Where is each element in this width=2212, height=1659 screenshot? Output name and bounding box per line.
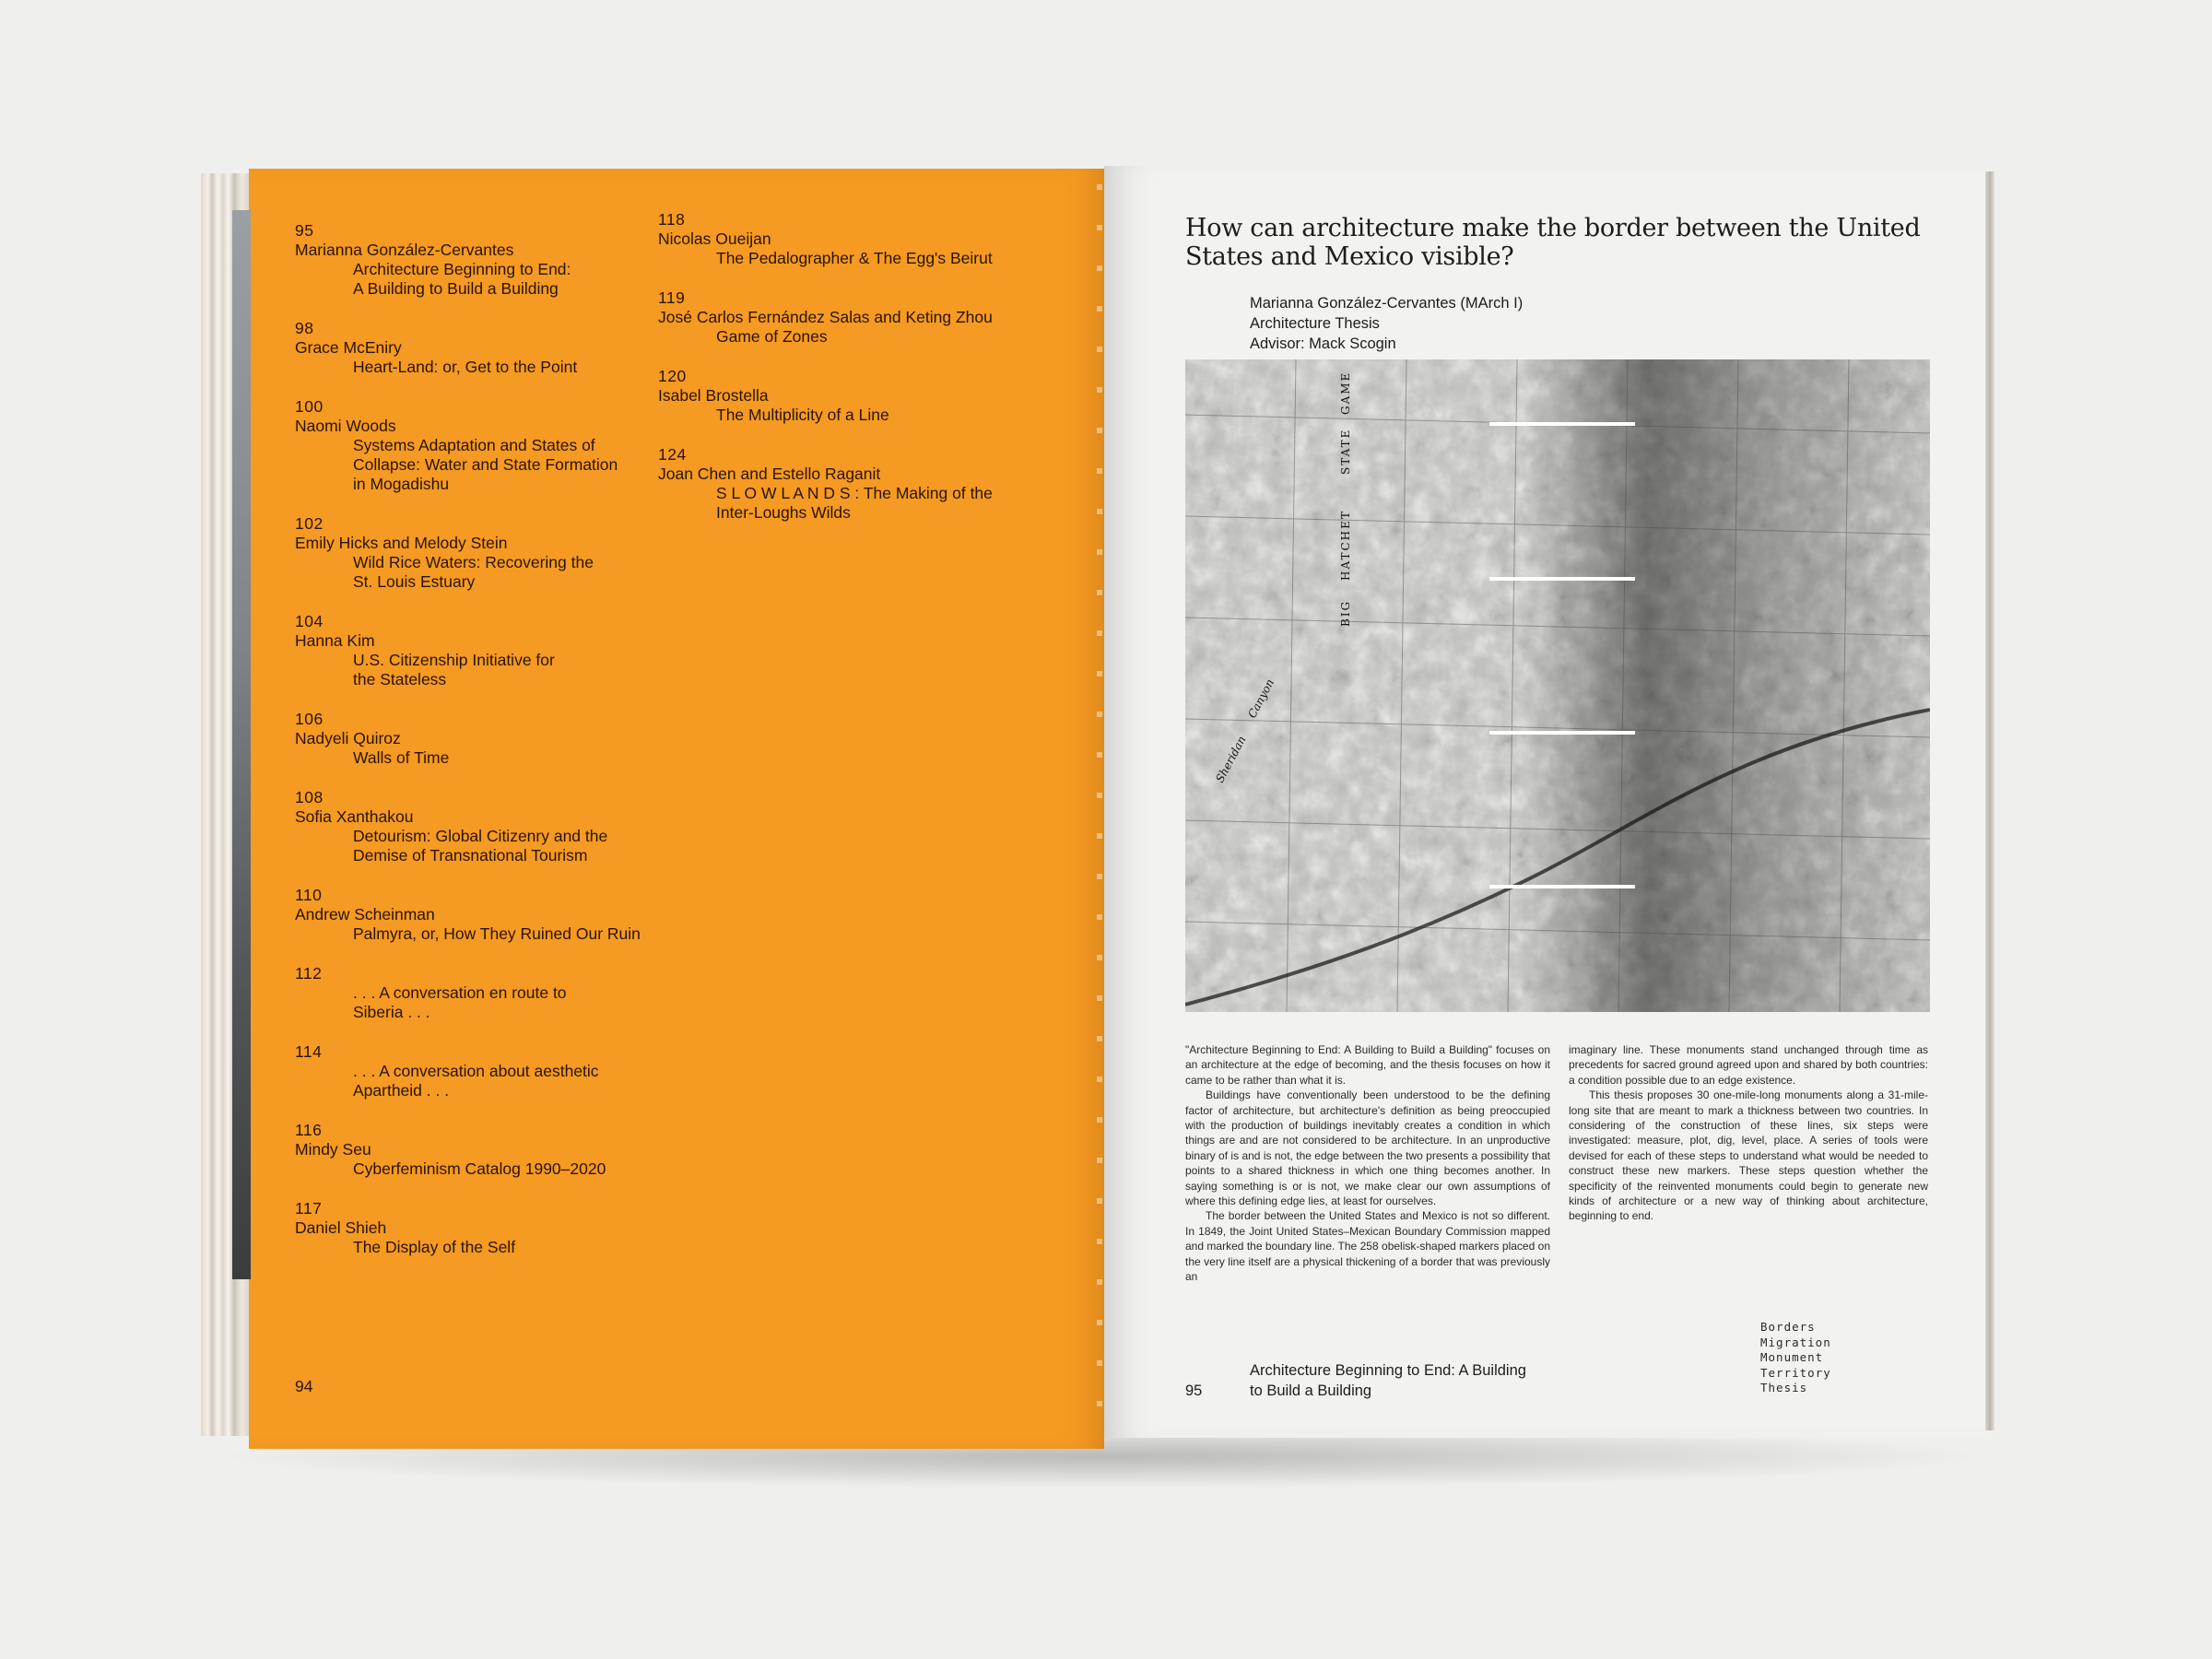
toc-author: Nadyeli Quiroz <box>295 729 401 747</box>
map-graphic <box>1185 359 1930 1012</box>
toc-page-number: 98 <box>295 319 314 337</box>
body-paragraph: imaginary line. These monuments stand unchanged through time as precedents for sacred ground agreed upon and shared by both countries: a condition possible due to an edge existence. <box>1569 1043 1928 1087</box>
body-paragraph: "Architecture Beginning to End: A Building to Build a Building" focuses on an architecture at the edge of becoming, and the thesis focuses on how it came to be rather than what it is. <box>1185 1043 1550 1087</box>
spine-binding <box>1097 184 1102 1410</box>
toc-title: Systems Adaptation and States of Collapse: Water and State Formation in Mogadishu <box>353 436 618 493</box>
toc-page-number: 100 <box>295 397 324 416</box>
toc-page-number: 95 <box>295 221 314 240</box>
map-label-state: STATE <box>1339 428 1352 475</box>
toc-author: Grace McEniry <box>295 338 402 357</box>
article-title: How can architecture make the border between the United States and Mexico visible? <box>1185 214 1921 271</box>
border-map-image <box>1185 359 1930 1012</box>
meta-advisor: Advisor: Mack Scogin <box>1250 335 1396 352</box>
toc-title: Architecture Beginning to End: A Building to Build a Building <box>353 260 571 298</box>
keyword-tags <box>1760 1320 1831 1396</box>
toc-page-number: 119 <box>658 288 686 307</box>
article-meta <box>1250 293 1523 354</box>
toc-entry <box>295 788 664 865</box>
toc-author: Sofia Xanthakou <box>295 807 414 826</box>
toc-entry <box>295 319 664 377</box>
toc-page-number: 110 <box>295 886 323 904</box>
toc-title: . . . A conversation en route to Siberia . . . <box>353 983 567 1021</box>
toc-entry <box>658 367 1064 425</box>
map-label-canyon: Canyon <box>1245 677 1277 721</box>
meta-program: Architecture Thesis <box>1250 315 1380 332</box>
toc-title: Palmyra, or, How They Ruined Our Ruin <box>353 924 641 943</box>
toc-page-number: 112 <box>295 964 323 982</box>
toc-title: The Pedalographer & The Egg's Beirut <box>716 249 993 267</box>
toc-title: Wild Rice Waters: Recovering the St. Louis Estuary <box>353 553 594 591</box>
toc-author: Isabel Brostella <box>658 386 769 405</box>
toc-author: Mindy Seu <box>295 1140 371 1159</box>
toc-author: Joan Chen and Estello Raganit <box>658 465 881 483</box>
toc-page-number: 114 <box>295 1042 323 1061</box>
map-label-game: GAME <box>1339 371 1352 415</box>
toc-author: Nicolas Oueijan <box>658 229 771 248</box>
body-column-2 <box>1569 1042 1928 1224</box>
page-number-right: 95 <box>1185 1382 1203 1399</box>
toc-page-number: 108 <box>295 788 324 806</box>
toc-page-number: 118 <box>658 210 686 229</box>
toc-page-number: 124 <box>658 445 687 464</box>
toc-title: Detourism: Global Citizenry and the Demise of Transnational Tourism <box>353 827 608 865</box>
keyword-tag: Thesis <box>1760 1381 1808 1394</box>
toc-page-number: 106 <box>295 710 324 728</box>
toc-entry <box>295 964 664 1022</box>
toc-title: The Multiplicity of a Line <box>716 406 889 424</box>
toc-entry <box>295 221 664 299</box>
toc-entry <box>295 397 664 494</box>
toc-title: S L O W L A N D S : The Making of the Inter-Loughs Wilds <box>716 484 993 522</box>
right-page-edge <box>1985 171 1994 1430</box>
toc-author: Emily Hicks and Melody Stein <box>295 534 508 552</box>
toc-page-number: 104 <box>295 612 324 630</box>
toc-author: Marianna González-Cervantes <box>295 241 514 259</box>
left-photo-strip <box>232 210 251 1279</box>
toc-author: Andrew Scheinman <box>295 905 435 924</box>
footer-running-title: Architecture Beginning to End: A Building to Build a Building <box>1250 1362 1526 1399</box>
toc-column-1 <box>295 221 664 1277</box>
toc-entry <box>658 288 1064 347</box>
map-label-big: BIG <box>1339 599 1352 627</box>
toc-column-2 <box>658 210 1064 543</box>
toc-author: José Carlos Fernández Salas and Keting Zhou <box>658 308 993 326</box>
meta-author: Marianna González-Cervantes (MArch I) <box>1250 295 1524 312</box>
toc-entry <box>295 1199 664 1257</box>
toc-author: Daniel Shieh <box>295 1218 387 1237</box>
keyword-tag: Borders <box>1760 1320 1816 1334</box>
toc-page-number: 102 <box>295 514 324 533</box>
toc-page-number: 120 <box>658 367 687 385</box>
toc-entry <box>658 210 1064 268</box>
toc-title: The Display of the Self <box>353 1238 516 1256</box>
keyword-tag: Monument <box>1760 1350 1824 1364</box>
body-paragraph: Buildings have conventionally been understood to be the defining factor of architecture, but architecture's definition as being preoccupied with the production of buildings inevitably creates a condition in which things are and are not considered to be architecture. In an unproductive binary of is and is not, the edge between the two presents a possibility that points to a shared thickness in which one thing becomes another. In saying something is or is not, we make clear our own assumptions of where this defining edge lies, at least for ourselves. <box>1185 1088 1550 1208</box>
toc-entry <box>295 1121 664 1179</box>
toc-page-number: 116 <box>295 1121 323 1139</box>
toc-title: Cyberfeminism Catalog 1990–2020 <box>353 1159 606 1178</box>
map-label-hatchet: HATCHET <box>1339 510 1352 581</box>
toc-entry <box>295 612 664 689</box>
body-paragraph: This thesis proposes 30 one-mile-long monuments along a 31-mile-long site that are meant to mark a thickness between two countries. In considering of the construction of these lines, six steps were investigated: measure, plot, dig, level, place. A series of tools were devised for each of these steps to understand what would be needed to construct these new markers. These steps question whether the specificity of the reinvented monuments could begin to generate new kinds of architecture or a new way of thinking about architecture, beginning to end. <box>1569 1088 1928 1223</box>
toc-entry <box>295 1042 664 1100</box>
toc-title: U.S. Citizenship Initiative for the Stateless <box>353 651 555 688</box>
toc-author: Hanna Kim <box>295 631 375 650</box>
toc-author: Naomi Woods <box>295 417 396 435</box>
body-paragraph: The border between the United States and Mexico is not so different. In 1849, the Joint United States–Mexican Boundary Commission mapped and marked the boundary line. The 258 obelisk-shaped markers placed on the very line itself are a physical thickening of a border that was previously an <box>1185 1209 1550 1284</box>
map-shading <box>1185 359 1930 1012</box>
toc-title: Walls of Time <box>353 748 450 767</box>
toc-page-number: 117 <box>295 1199 323 1218</box>
keyword-tag: Migration <box>1760 1335 1831 1349</box>
toc-title: . . . A conversation about aesthetic Apartheid . . . <box>353 1062 599 1100</box>
body-column-1 <box>1185 1042 1550 1285</box>
map-label-sheridan: Sheridan <box>1213 734 1249 785</box>
toc-title: Heart-Land: or, Get to the Point <box>353 358 578 376</box>
toc-entry <box>295 886 664 944</box>
toc-entry <box>295 710 664 768</box>
keyword-tag: Territory <box>1760 1365 1831 1380</box>
toc-entry <box>295 514 664 592</box>
toc-title: Game of Zones <box>716 327 828 346</box>
page-number-left: 94 <box>295 1377 313 1395</box>
toc-entry <box>658 445 1064 523</box>
